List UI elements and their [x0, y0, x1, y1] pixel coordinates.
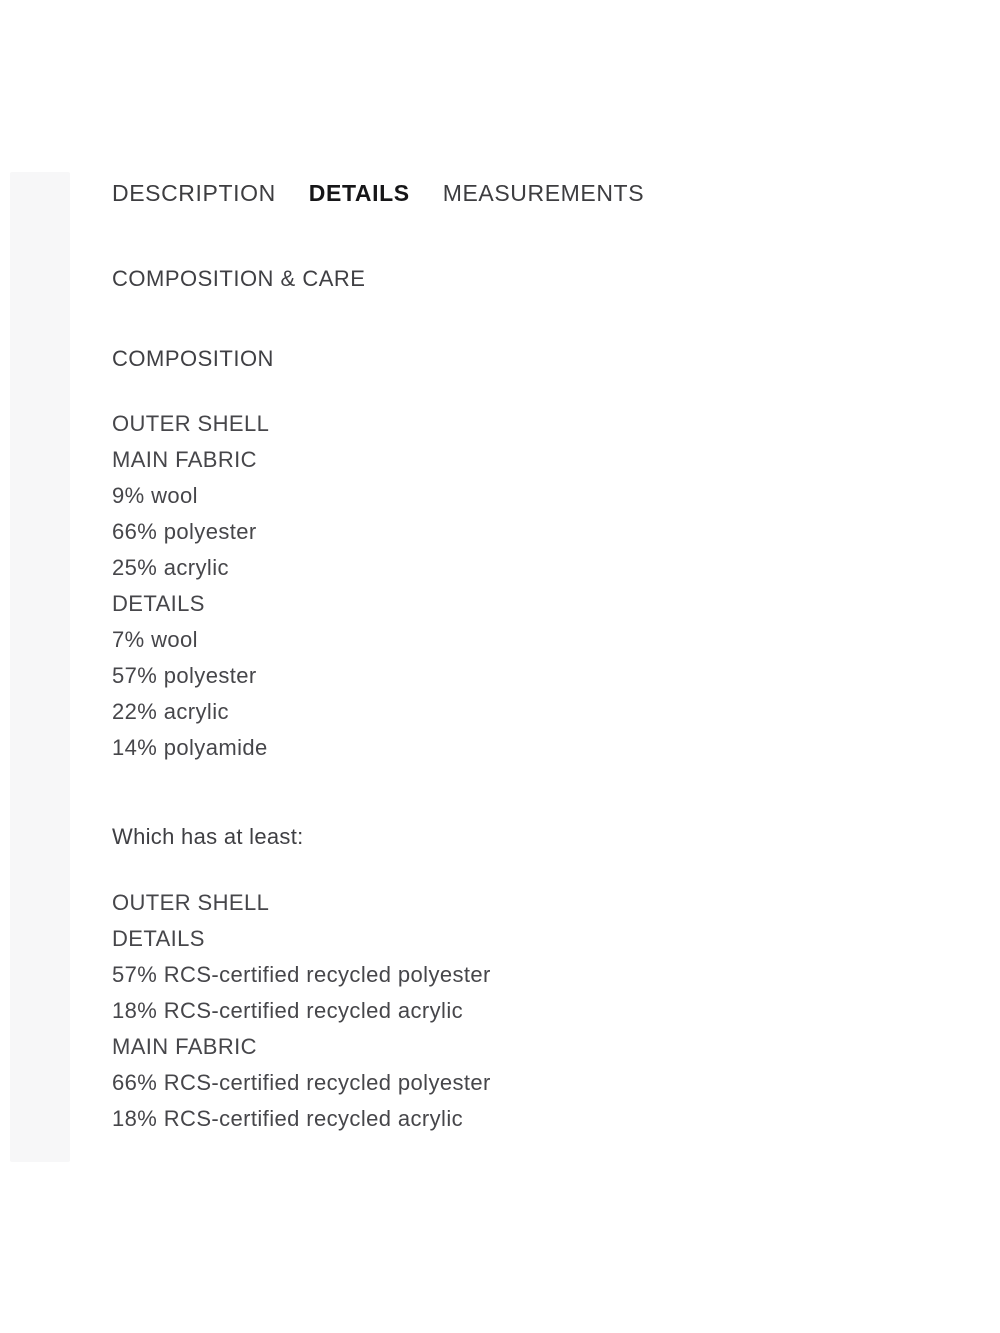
- composition-line: MAIN FABRIC: [112, 447, 257, 472]
- composition-line: 14% polyamide: [112, 735, 268, 760]
- composition-line: 22% acrylic: [112, 699, 229, 724]
- certified-line: MAIN FABRIC: [112, 1034, 257, 1059]
- certified-line: 18% RCS-certified recycled acrylic: [112, 998, 464, 1023]
- certified-line: 18% RCS-certified recycled acrylic: [112, 1106, 464, 1131]
- certified-composition-list: [112, 885, 491, 1137]
- composition-care-heading: COMPOSITION & CARE: [112, 266, 366, 291]
- tab-measurements[interactable]: MEASUREMENTS: [442, 180, 645, 206]
- left-edge-panel: [10, 172, 70, 1162]
- tab-details[interactable]: DETAILS: [308, 180, 410, 206]
- composition-line: 9% wool: [112, 483, 198, 508]
- tab-description[interactable]: DESCRIPTION: [112, 180, 276, 206]
- certified-line: OUTER SHELL: [112, 890, 270, 915]
- certified-line: 57% RCS-certified recycled polyester: [112, 962, 491, 987]
- composition-line: 7% wool: [112, 627, 198, 652]
- certified-line: 66% RCS-certified recycled polyester: [112, 1070, 491, 1095]
- composition-heading: COMPOSITION: [112, 346, 274, 371]
- certified-line: DETAILS: [112, 926, 205, 951]
- composition-line: 66% polyester: [112, 519, 257, 544]
- composition-line: 25% acrylic: [112, 555, 229, 580]
- composition-line: DETAILS: [112, 591, 205, 616]
- which-has-at-least-label: Which has at least:: [112, 824, 304, 849]
- composition-line: 57% polyester: [112, 663, 257, 688]
- details-tab-bar: [112, 180, 644, 207]
- composition-line: OUTER SHELL: [112, 411, 270, 436]
- composition-list: [112, 406, 269, 766]
